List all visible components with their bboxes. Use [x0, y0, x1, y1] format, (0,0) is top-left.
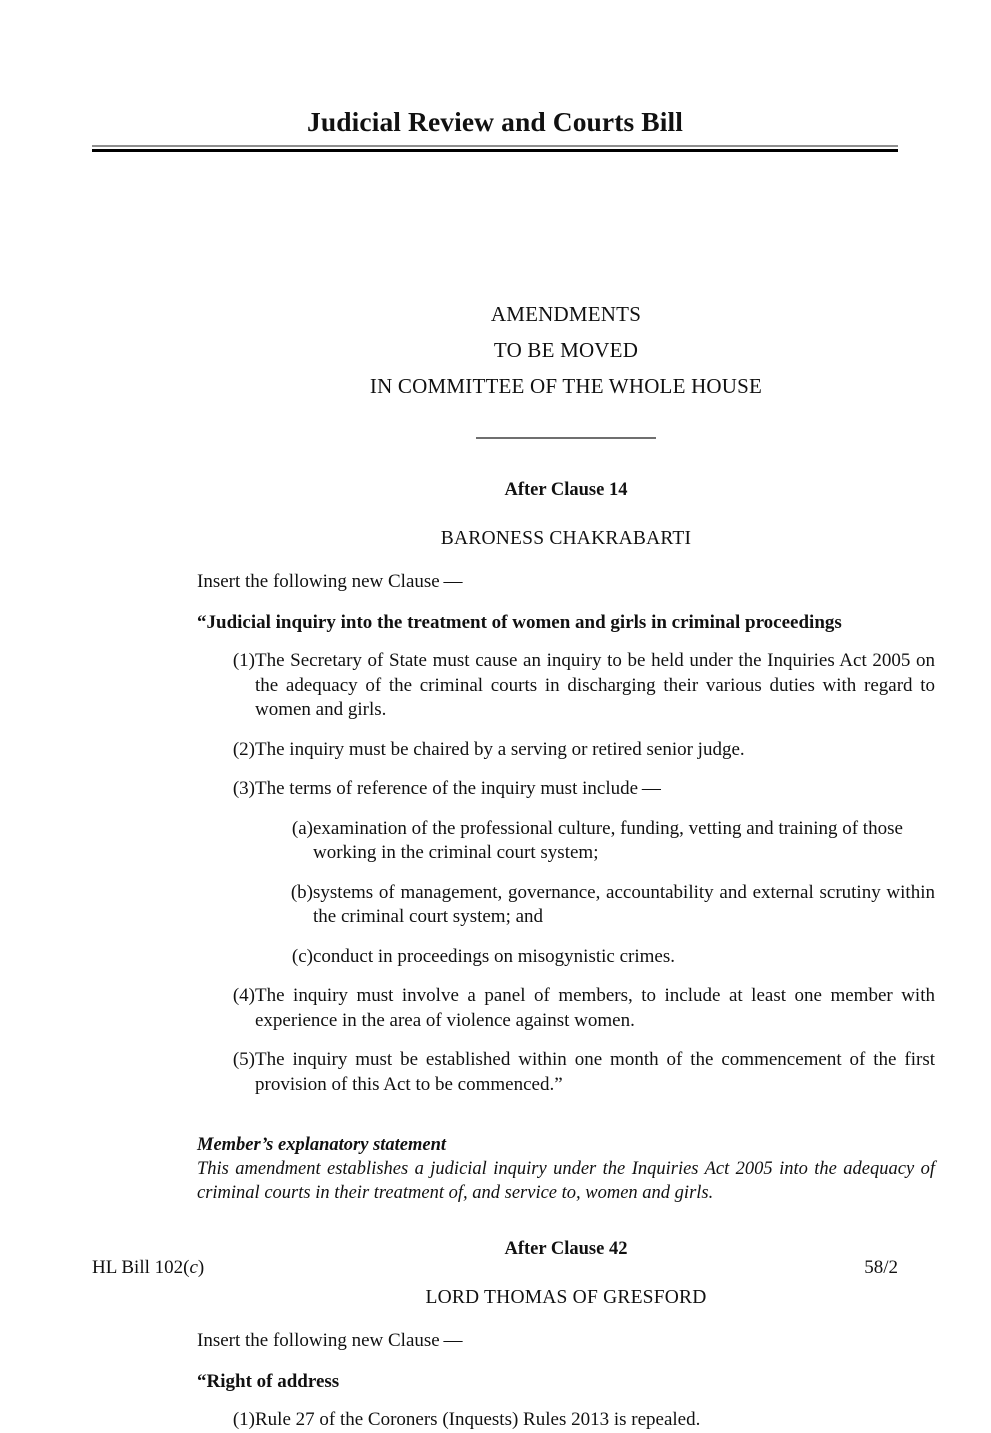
- provision-item: [197, 777, 935, 802]
- page-reference: 58/2: [864, 1257, 898, 1278]
- amendment-lead-in: Insert the following new Clause —: [197, 1330, 463, 1352]
- provision-text: The inquiry must involve a panel of members, to include at least one member with experience in the area of violence against women.: [255, 985, 935, 1031]
- clause-marker-heading: After Clause 14: [504, 480, 628, 501]
- sub-provision-marker: (b): [290, 881, 313, 903]
- explanatory-statement: [197, 1133, 935, 1205]
- heading-line-amendments: AMENDMENTS: [490, 302, 642, 326]
- provision-marker: (1): [232, 650, 255, 672]
- bill-number: [92, 1257, 204, 1279]
- sub-provision-item: [197, 817, 935, 866]
- header-rule-thick: [92, 149, 898, 152]
- amendments-heading: [197, 296, 935, 404]
- provision-list: [197, 1408, 935, 1433]
- header-rule-group: [92, 145, 898, 152]
- bill-number-suffix: ): [197, 1257, 205, 1278]
- heading-separator: [197, 428, 935, 446]
- bill-title: Judicial Review and Courts Bill: [307, 106, 683, 137]
- separator-rule: [476, 437, 656, 439]
- sub-provision-item: [197, 881, 935, 930]
- sub-provision-text: systems of management, governance, accountability and external scrutiny within the criminal court system; and: [313, 881, 935, 928]
- heading-line-to-be-moved: TO BE MOVED: [493, 338, 639, 363]
- provision-text: The Secretary of State must cause an inquiry to be held under the Inquiries Act 2005 on the adequacy of the criminal courts in discharging their various duties with regard to women and girls.: [255, 650, 935, 721]
- heading-line-in-committee: IN COMMITTEE OF THE WHOLE HOUSE: [369, 374, 763, 399]
- provision-item: [197, 984, 935, 1033]
- bill-number-letter: c: [189, 1257, 198, 1278]
- amendment-block-after-clause-14: [197, 480, 935, 1205]
- provision-marker: (3): [232, 778, 255, 800]
- provision-marker: (5): [232, 1049, 255, 1071]
- explanatory-statement-title: Member’s explanatory statement: [197, 1135, 447, 1156]
- sub-provision-marker: (a): [291, 817, 313, 839]
- new-clause-title: “Right of address: [197, 1371, 340, 1393]
- provision-marker: (4): [232, 985, 255, 1007]
- clause-marker-heading: After Clause 42: [504, 1239, 628, 1260]
- amendment-lead-in: Insert the following new Clause —: [197, 571, 463, 593]
- new-clause-title: “Judicial inquiry into the treatment of women and girls in criminal proceedings: [197, 612, 842, 634]
- explanatory-statement-body: This amendment establishes a judicial inquiry under the Inquiries Act 2005 into the adequacy of criminal courts in their treatment of, and service to, women and girls.: [197, 1159, 935, 1204]
- provision-item: [197, 649, 935, 723]
- provision-text: The inquiry must be chaired by a serving or retired senior judge.: [255, 738, 745, 760]
- provision-item: [197, 1408, 935, 1433]
- provision-list: [197, 649, 935, 1097]
- provision-marker: (1): [232, 1409, 255, 1431]
- provision-item: [197, 1048, 935, 1097]
- sub-provision-item: [197, 945, 935, 970]
- amendment-sponsor: LORD THOMAS OF GRESFORD: [425, 1287, 707, 1309]
- amendment-sponsor: BARONESS CHAKRABARTI: [440, 528, 692, 550]
- provision-text: The terms of reference of the inquiry must include —: [255, 778, 661, 800]
- sub-provision-text: examination of the professional culture, funding, vetting and training of those working in the criminal court system;: [313, 817, 903, 864]
- sub-provision-marker: (c): [291, 945, 313, 967]
- provision-item: [197, 738, 935, 763]
- sub-provision-text: conduct in proceedings on misogynistic crimes.: [313, 945, 675, 967]
- provision-text: Rule 27 of the Coroners (Inquests) Rules 2013 is repealed.: [255, 1409, 701, 1431]
- page-footer: [92, 1257, 898, 1279]
- bill-number-prefix: HL Bill 102(: [92, 1257, 190, 1278]
- provision-text: The inquiry must be established within one month of the commencement of the first provision of this Act to be commenced.”: [255, 1049, 935, 1095]
- provision-marker: (2): [232, 738, 255, 760]
